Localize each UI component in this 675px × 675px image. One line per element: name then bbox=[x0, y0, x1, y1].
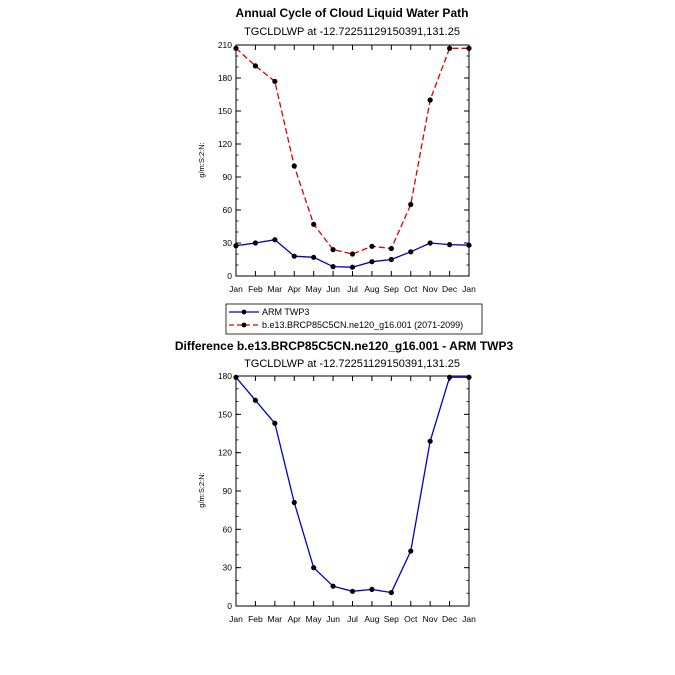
chart2-series-1-point bbox=[292, 500, 297, 505]
chart1-xtick-label: Feb bbox=[248, 284, 263, 294]
chart1-series-1-point bbox=[350, 265, 355, 270]
legend-marker-series1 bbox=[242, 310, 247, 315]
chart1-subtitle: TGCLDLWP at -12.72251129150391,131.25 bbox=[244, 26, 460, 38]
chart2-series-1-line bbox=[236, 377, 469, 592]
legend-label-series1: ARM TWP3 bbox=[262, 307, 310, 317]
chart1-series-2-point bbox=[447, 46, 452, 51]
chart2-series-1-point bbox=[350, 589, 355, 594]
chart1-xtick-label: Jun bbox=[326, 284, 340, 294]
chart1-series-2-point bbox=[311, 222, 316, 227]
chart2-ytick-label: 0 bbox=[227, 601, 232, 611]
chart2-xtick-label: Jan bbox=[229, 614, 243, 624]
chart2-series-1-point bbox=[330, 584, 335, 589]
chart1-ytick-label: 0 bbox=[227, 271, 232, 281]
chart1-series-1-point bbox=[466, 243, 471, 248]
chart1-series-1-point bbox=[292, 254, 297, 259]
chart1-series-1-point bbox=[272, 237, 277, 242]
chart1-series-2-line bbox=[236, 48, 469, 254]
chart1-xtick-label: Nov bbox=[422, 284, 438, 294]
chart2-xtick-label: Jan bbox=[462, 614, 476, 624]
chart1-series-1-point bbox=[311, 255, 316, 260]
chart2-xtick-label: Dec bbox=[442, 614, 458, 624]
chart1-xtick-label: Jul bbox=[347, 284, 358, 294]
legend-marker-series2 bbox=[242, 323, 247, 328]
chart1-frame bbox=[236, 45, 469, 276]
chart1-series-2-point bbox=[428, 97, 433, 102]
chart1-legend bbox=[226, 304, 482, 334]
chart1-ytick-label: 150 bbox=[217, 106, 232, 116]
chart1-xtick-label: Jan bbox=[229, 284, 243, 294]
legend-label-series2: b.e13.BRCP85C5CN.ne120_g16.001 (2071-2099) bbox=[262, 320, 464, 330]
chart2-series-1-point bbox=[233, 375, 238, 380]
chart2-series-1-point bbox=[466, 375, 471, 380]
chart2-subtitle: TGCLDLWP at -12.72251129150391,131.25 bbox=[244, 358, 460, 370]
chart2-series-1-point bbox=[408, 548, 413, 553]
chart2-ytick-label: 180 bbox=[217, 371, 232, 381]
chart1-xtick-label: Oct bbox=[404, 284, 418, 294]
chart1-xtick-label: Apr bbox=[287, 284, 301, 294]
chart2-ylabel: g/m:S:2:N: bbox=[197, 472, 206, 508]
chart2-ytick-label: 120 bbox=[217, 447, 232, 458]
chart1-series-1-point bbox=[233, 243, 238, 248]
chart1-xtick-label: Sep bbox=[383, 284, 399, 294]
chart1-series-1-point bbox=[447, 242, 452, 247]
chart2-series-1-point bbox=[272, 421, 277, 426]
chart2-series-1-point bbox=[311, 565, 316, 570]
chart1-ytick-label: 60 bbox=[222, 205, 232, 215]
chart2-xtick-label: Jul bbox=[347, 614, 358, 624]
chart1-series-1-point bbox=[330, 264, 335, 269]
chart1-series-2-point bbox=[389, 246, 394, 251]
chart2-series-1-point bbox=[253, 398, 258, 403]
chart2-xtick-label: Oct bbox=[404, 614, 418, 624]
chart1-series-1-point bbox=[408, 249, 413, 254]
chart1-series-2-point bbox=[233, 46, 238, 51]
chart1-series-2-point bbox=[466, 46, 471, 51]
chart2-series-1-point bbox=[428, 439, 433, 444]
chart1-series-2-point bbox=[408, 202, 413, 207]
chart1-xtick-label: Dec bbox=[442, 284, 458, 294]
chart1-ytick-label: 30 bbox=[222, 238, 232, 248]
chart2-xtick-label: Jun bbox=[326, 614, 340, 624]
chart1-xtick-label: May bbox=[305, 284, 322, 294]
chart1-xtick-label: Aug bbox=[364, 284, 380, 294]
chart1-xtick-label: Mar bbox=[267, 284, 283, 294]
chart2-ytick-label: 60 bbox=[222, 524, 232, 535]
chart1-ylabel: g/m:S:2:N: bbox=[197, 142, 206, 178]
chart2-xtick-label: Feb bbox=[248, 614, 263, 624]
chart1-ytick-label: 210 bbox=[217, 40, 232, 50]
chart1-title: Annual Cycle of Cloud Liquid Water Path bbox=[235, 6, 469, 20]
chart2-series-1-point bbox=[447, 375, 452, 380]
chart2-ytick-label: 90 bbox=[222, 486, 232, 496]
chart1-series-2-point bbox=[253, 63, 258, 68]
chart2-title: Difference b.e13.BRCP85C5CN.ne120_g16.001 - ARM TWP3 bbox=[174, 339, 514, 353]
chart1-series-1-point bbox=[253, 240, 258, 245]
chart1-xtick-label: Jan bbox=[462, 284, 476, 294]
chart2-frame bbox=[236, 376, 469, 606]
chart1-series-2-point bbox=[292, 163, 297, 168]
chart1-ytick-label: 90 bbox=[222, 172, 232, 182]
chart1-series-1-point bbox=[428, 240, 433, 245]
chart1-series-1-point bbox=[389, 257, 394, 262]
chart1-series-2-point bbox=[369, 244, 374, 249]
chart2-xtick-label: Nov bbox=[422, 614, 438, 624]
chart1-series-2-point bbox=[272, 79, 277, 84]
chart1-series-2-point bbox=[350, 251, 355, 256]
chart2-xtick-label: Sep bbox=[383, 614, 399, 624]
chart1-ytick-label: 120 bbox=[217, 139, 232, 149]
chart1-plot bbox=[218, 40, 476, 294]
chart2-xtick-label: Apr bbox=[287, 614, 301, 624]
chart2-series-1-point bbox=[389, 590, 394, 595]
chart2-xtick-label: Aug bbox=[364, 614, 380, 624]
chart1-series-1-point bbox=[369, 259, 374, 264]
chart2-ytick-label: 150 bbox=[217, 409, 232, 420]
chart2-plot bbox=[218, 371, 476, 624]
chart2-series-1-point bbox=[369, 587, 374, 592]
chart2-ytick-label: 30 bbox=[222, 562, 232, 573]
chart1-series-2-point bbox=[330, 247, 335, 252]
chart2-xtick-label: May bbox=[305, 614, 322, 624]
chart2-xtick-label: Mar bbox=[267, 614, 283, 624]
chart1-ytick-label: 180 bbox=[217, 73, 232, 83]
